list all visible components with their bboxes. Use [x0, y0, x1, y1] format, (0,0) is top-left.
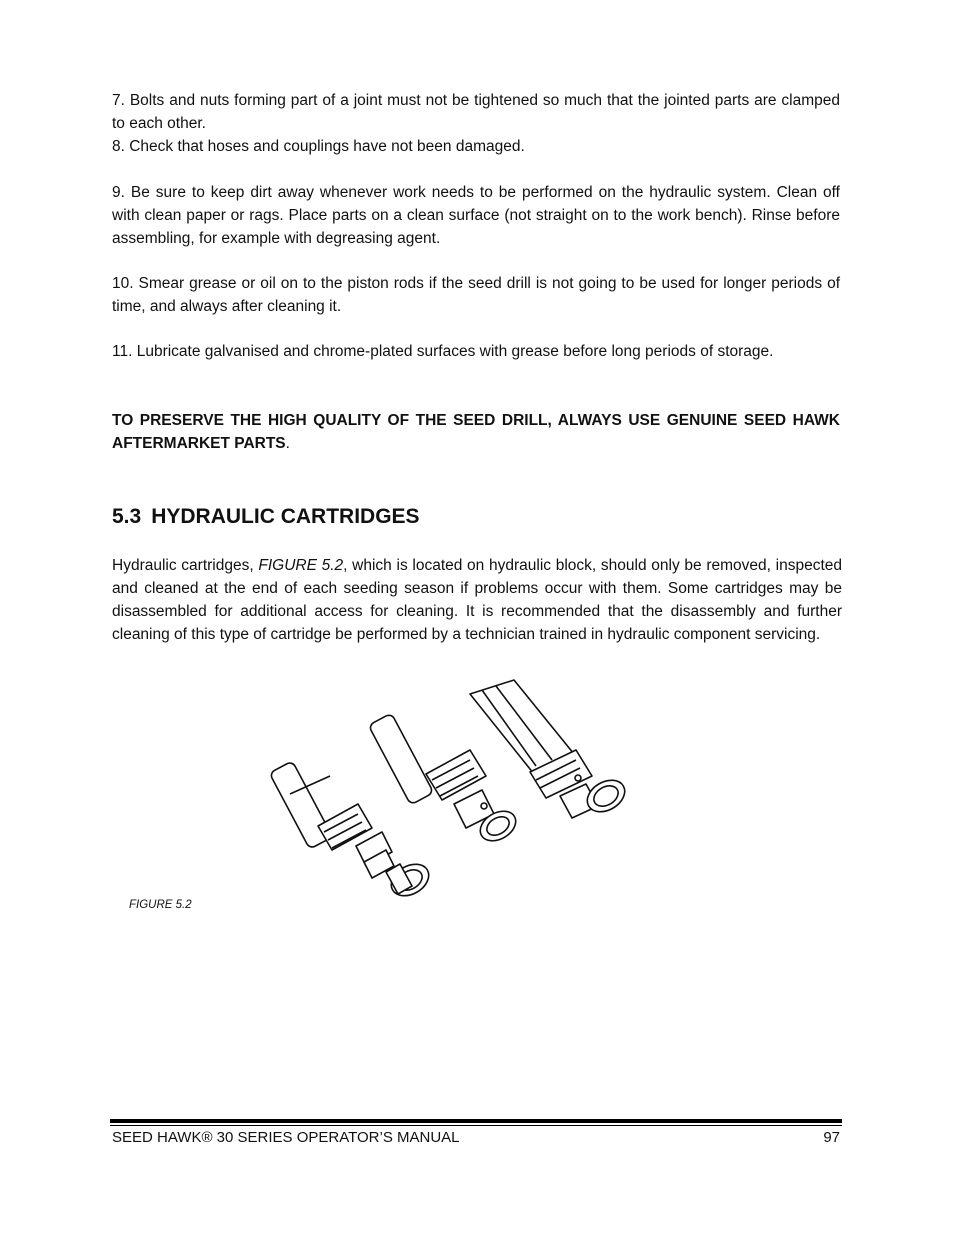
- section-title: HYDRAULIC CARTRIDGES: [151, 505, 420, 528]
- paragraph-9: 9. Be sure to keep dirt away whenever work needs to be performed on the hydraulic system. Clean off with clean paper or rags. Place parts on a clean surface (not straight on to the work bench). Rinse before assembling, for example with degreasing agent.: [112, 184, 840, 247]
- notice-bold-text: TO PRESERVE THE HIGH QUALITY OF THE SEED DRILL, ALWAYS USE GENUINE SEED HAWK AFTERMARKET PARTS: [112, 412, 840, 452]
- figure-reference: FIGURE 5.2: [258, 557, 344, 574]
- section-body: [112, 554, 842, 646]
- paragraph-10: 10. Smear grease or oil on to the piston rods if the seed drill is not going to be used for longer periods of time, and always after cleaning it.: [112, 275, 840, 315]
- figure-caption: FIGURE 5.2: [129, 899, 192, 911]
- cartridge-large: [470, 680, 630, 818]
- footer-page-number: 97: [823, 1129, 840, 1146]
- section-body-end: , which is located on hydraulic block, should only be removed, inspected and cleaned at the end of each seeding season if problems occur with them. Some cartridges may be disassembled for additional access for cleaning. It is recommended that the disassembly and further cleaning of this type of cartridge be performed by a technician trained in hydraulic component servicing.: [112, 557, 842, 643]
- section-number: 5.3: [112, 505, 142, 528]
- paragraph-11: 11. Lubricate galvanised and chrome-plated surfaces with grease before long periods of storage.: [112, 343, 774, 360]
- notice-end: .: [285, 435, 290, 452]
- footer-manual-title: SEED HAWK® 30 SERIES OPERATOR’S MANUAL: [112, 1129, 460, 1146]
- section-body-start: Hydraulic cartridges,: [112, 557, 259, 574]
- genuine-parts-notice: [112, 409, 840, 455]
- footer-rule-thick: [110, 1119, 842, 1123]
- paragraph-7: 7. Bolts and nuts forming part of a joint must not be tightened so much that the jointed parts are clamped to each other.: [112, 92, 840, 132]
- section-heading: [112, 503, 420, 531]
- footer-rule-thin: [110, 1125, 842, 1126]
- cartridge-medium: [368, 713, 521, 847]
- hydraulic-cartridges-illustration: [260, 676, 640, 906]
- paragraph-8: 8. Check that hoses and couplings have not been damaged.: [112, 138, 525, 155]
